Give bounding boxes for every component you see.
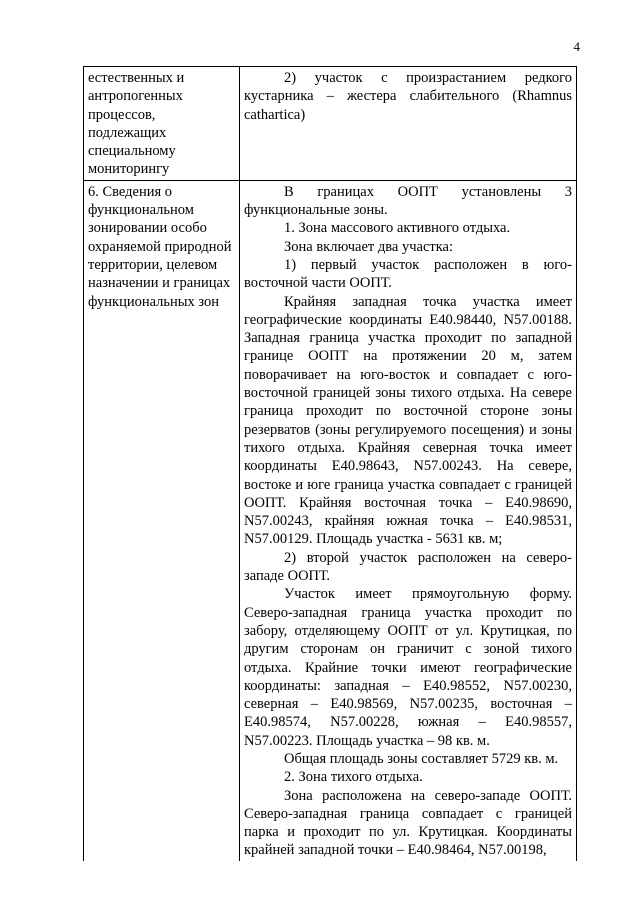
table-cell-right xyxy=(240,67,577,181)
table-cell-left: 6. Сведения о функциональном зонировании особо охраняемой природной территории, целевом назначении и границах функциональных зон xyxy=(84,180,240,860)
paragraph: 2) участок с произрастанием редкого кустарника – жестера слабительного (Rhamnus cathartica) xyxy=(244,70,572,123)
paragraph: Общая площадь зоны составляет 5729 кв. м. xyxy=(284,750,559,767)
document-table xyxy=(83,66,577,861)
paragraph: Крайняя западная точка участка имеет географические координаты E40.98440, N57.00188. Западная граница участка проходит по западной границе ООПТ на протяжении 20 м, затем поворачивает на юго-восток и совпадает с юго-восточной границей зоны тихого отдыха. На севере граница проходит по восточной стороне зоны резерватов (зоны регулируемого посещения) и зоны тихого отдыха. Крайняя северная точка имеет координаты E40.98643, N57.00243. На севере, востоке и юге граница участка совпадает с границей ООПТ. Крайняя восточная точка – E40.98690, N57.00243, крайняя южная точка – E40.98531, N57.00129. Площадь участка - 5631 кв. м; xyxy=(244,293,572,548)
paragraph: 1) первый участок расположен в юго-восточной части ООПТ. xyxy=(244,256,572,292)
paragraph: 2. Зона тихого отдыха. xyxy=(284,769,423,786)
paragraph: 1. Зона массового активного отдыха. xyxy=(284,220,511,237)
table-cell-right xyxy=(240,180,577,860)
paragraph: Участок имеет прямоугольную форму. Северо-западная граница участка проходит по забору, отделяющему ООПТ от ул. Крутицкая, по другим сторонам он граничит с зоной тихого отдыха. Крайние точки имеют географические координаты: западная – E40.98552, N57.00230, северная – E40.98569, N57.00235, восточная – E40.98574, N57.00228, южная – E40.98557, N57.00223. Площадь участка – 98 кв. м. xyxy=(244,586,572,749)
table-row xyxy=(84,180,577,860)
paragraph: 2) второй участок расположен на северо-западе ООПТ. xyxy=(244,549,572,585)
table-cell-left: естественных и антропогенных процессов, подлежащих специальному мониторингу xyxy=(84,67,240,181)
table-row xyxy=(84,67,577,181)
page-number: 4 xyxy=(573,39,580,54)
paragraph: Зона расположена на северо-западе ООПТ. Северо-западная граница совпадает с границей парка и проходит по ул. Крутицкая. Координаты крайней западной точки – E40.98464, N57.00198, xyxy=(244,787,572,859)
paragraph: В границах ООПТ установлены 3 функциональные зоны. xyxy=(244,183,572,219)
paragraph: Зона включает два участка: xyxy=(284,238,454,255)
